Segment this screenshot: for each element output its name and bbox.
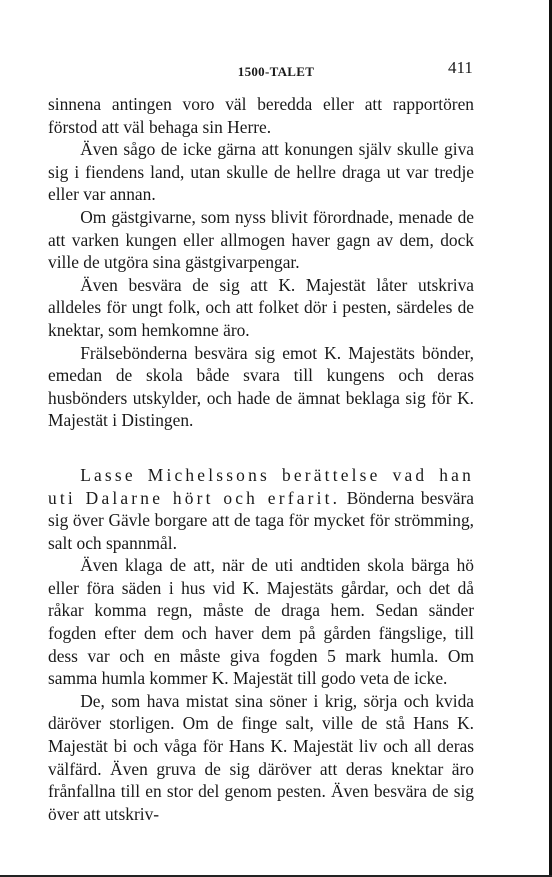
- running-title: 1500-TALET: [237, 64, 315, 79]
- paragraph: Även klaga de att, när de uti andtiden skola bärga hö eller föra säden i hus vid K. Majestäts gårdar, och det då råkar komma regn, måste de draga hem. Sedan sänder fogden efter dem och haver dem på gården fängslige, till dess var och en måste giva fogden 5 mark humla. Om samma humla kommer K. Majestät till godo veta de icke.: [48, 555, 474, 689]
- paragraph: De, som hava mistat sina söner i krig, sörja och kvida däröver storligen. Om de finge salt, ville de stå Hans K. Majestät bi och våga för Hans K. Majestät liv och all deras välfärd. Även gruva de sig däröver att deras knektar äro frånfallna till en stor del genom pesten. Även besvära de sig över att utskriv-: [48, 690, 474, 824]
- paragraph: Även besvära de sig att K. Majestät låter utskriva alldeles för ungt folk, och att folket dör i pesten, särdeles de knektar, som hemkomne äro.: [48, 274, 474, 340]
- page-body: [48, 93, 474, 825]
- section-gap: [48, 432, 474, 464]
- paragraph: Frälsebönderna besvära sig emot K. Majestäts bönder, emedan de skola både svara till kungens och deras husbönders utskylder, och hade de ämnat beklaga sig för K. Majestät i Distingen.: [48, 342, 474, 431]
- paragraph-rest: Bönderna besvära sig över Gävle borgare att de taga för mycket för strömming, salt och spannmål.: [48, 487, 474, 553]
- paragraph: Även sågo de icke gärna att konungen själv skulle giva sig i fiendens land, utan skulle de hellre draga ut var tredje eller var annan.: [48, 139, 474, 205]
- section-heading: Lasse Michelssons berättelse vad han uti Dalarne hört och erfarit.: [48, 464, 474, 508]
- paragraph: sinnena antingen voro väl beredda eller att rapportören förstod att väl behaga sin Herre.: [48, 94, 474, 137]
- section-opening-paragraph: [48, 464, 474, 554]
- page-number: 411: [448, 58, 473, 77]
- paragraph: Om gästgivarne, som nyss blivit förordnade, menade de att varken kungen eller allmogen haver gagn av dem, dock ville de utgöra sina gästgivarpengar.: [48, 206, 474, 273]
